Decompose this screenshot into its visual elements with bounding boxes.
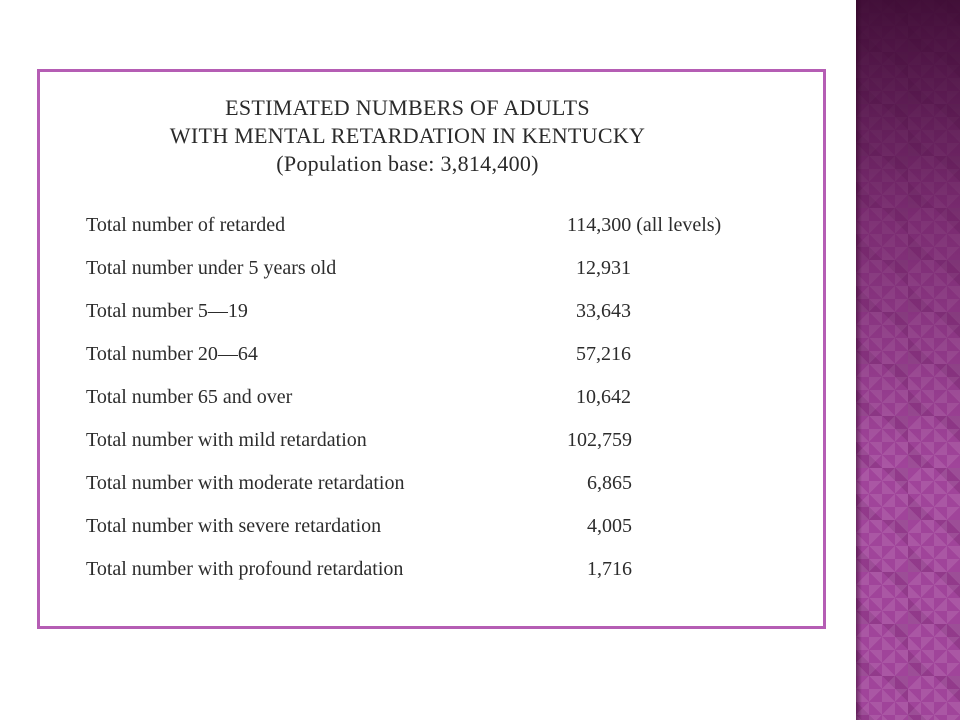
row-value: 33,643	[576, 300, 631, 322]
decorative-side-band	[856, 0, 960, 720]
row-label: Total number with mild retardation	[86, 429, 367, 451]
row-value: 102,759	[567, 429, 632, 451]
row-value: 6,865	[587, 472, 632, 494]
row-label: Total number with profound retardation	[86, 558, 404, 580]
row-label: Total number 20—64	[86, 343, 258, 365]
heading-line-2: WITH MENTAL RETARDATION IN KENTUCKY	[169, 123, 646, 148]
row-label: Total number with moderate retardation	[86, 472, 405, 494]
row-value: 114,300 (all levels)	[567, 214, 722, 236]
table-row	[86, 511, 786, 541]
table-row	[86, 339, 786, 369]
heading-line-3: (Population base: 3,814,400)	[276, 151, 539, 176]
table-row	[86, 296, 786, 326]
row-label: Total number of retarded	[86, 214, 286, 236]
table-row	[86, 425, 786, 455]
row-value: 10,642	[576, 386, 631, 408]
row-value: 1,716	[587, 558, 632, 580]
row-value: 4,005	[587, 515, 632, 537]
table-row	[86, 210, 786, 240]
row-value: 57,216	[576, 343, 631, 365]
table-row	[86, 554, 786, 584]
heading-line-1: ESTIMATED NUMBERS OF ADULTS	[225, 95, 590, 120]
row-value: 12,931	[576, 257, 631, 279]
table-heading	[40, 94, 775, 178]
table-frame	[37, 69, 826, 629]
table-row	[86, 382, 786, 412]
row-label: Total number under 5 years old	[86, 257, 337, 279]
row-label: Total number with severe retardation	[86, 515, 382, 537]
row-label: Total number 65 and over	[86, 386, 293, 408]
table-row	[86, 253, 786, 283]
table-row	[86, 468, 786, 498]
row-label: Total number 5—19	[86, 300, 248, 322]
